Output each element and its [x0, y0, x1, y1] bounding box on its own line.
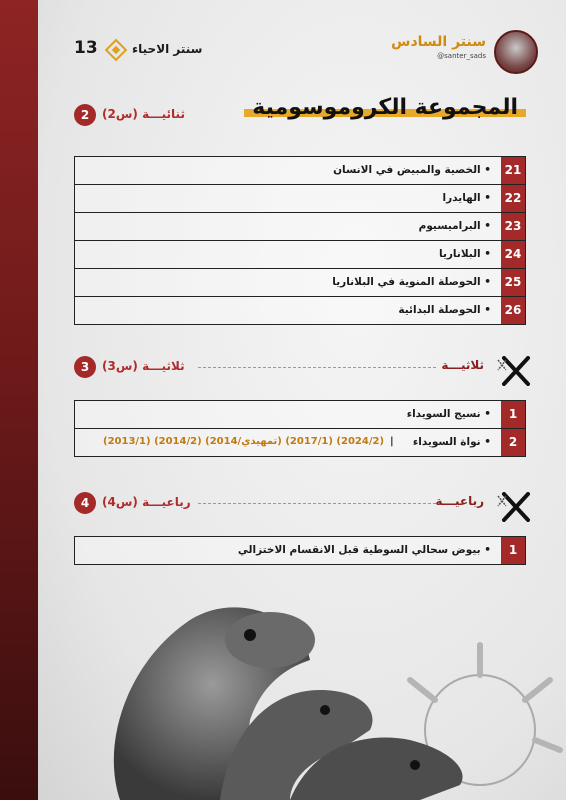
row-number: 2: [501, 429, 525, 456]
avatar-logo: [494, 30, 538, 74]
table-row: [75, 212, 525, 240]
table-row: [75, 157, 525, 184]
row-number: 1: [501, 401, 525, 428]
section-label: ثنائيـــة (س2): [102, 107, 185, 121]
row-text: • الحوصلة البدائية: [398, 304, 491, 316]
row-number: 22: [501, 185, 525, 212]
row-text: • نسيج السويداء: [406, 408, 491, 420]
row-text: • البلاناريا: [439, 248, 491, 260]
row-number: 24: [501, 241, 525, 268]
dashed-divider: [198, 367, 436, 368]
section-header-4: [74, 492, 536, 516]
row-text: • نواة السويداء: [412, 436, 491, 448]
section-number-badge: 3: [74, 356, 96, 378]
section-header-2: [74, 104, 536, 128]
row-text: • الهايدرا: [442, 192, 491, 204]
table-section-2: [74, 156, 526, 325]
table-row: [75, 428, 525, 456]
row-number: 23: [501, 213, 525, 240]
left-border-band: [0, 0, 38, 800]
row-text: • الحوصلة المنوية في البلاناريا: [332, 276, 491, 288]
section-number-badge: 2: [74, 104, 96, 126]
row-number: 21: [501, 157, 525, 184]
section-number-badge: 4: [74, 492, 96, 514]
row-number: 25: [501, 269, 525, 296]
dashed-divider: [198, 503, 436, 504]
chromosome-icon: [496, 356, 536, 386]
subject-label: سنتر الاحياء: [132, 42, 203, 56]
table-row: [75, 401, 525, 428]
section-header-3: [74, 356, 536, 380]
brand-handle: @santer_sads: [437, 52, 486, 60]
table-row: [75, 184, 525, 212]
section-title: ثلاثيـــة: [441, 358, 484, 372]
table-section-3: [74, 400, 526, 457]
meerkat-photo: [40, 580, 500, 800]
table-row: [75, 268, 525, 296]
section-title: رباعيـــة: [435, 494, 484, 508]
table-row: [75, 296, 525, 324]
row-text: • البراميسيوم: [418, 220, 491, 232]
row-text: • الخصية والمبيض في الانسان: [333, 164, 491, 176]
brand-name: سنتر السادس: [391, 34, 486, 50]
page-number: 13: [74, 38, 98, 58]
row-text: • بيوض سحالي السوطية قبل الانقسام الاختزالي: [237, 544, 491, 556]
row-number: 1: [501, 537, 525, 564]
exam-years: (2013/1) (2014/2) (2014/تمهيدي) (2017/1) (2024/2) |: [103, 436, 394, 447]
table-section-4: [74, 536, 526, 565]
page-title: المجموعة الكروموسومية: [244, 95, 526, 120]
row-number: 26: [501, 297, 525, 324]
chromosome-icon: [496, 492, 536, 522]
table-row: [75, 240, 525, 268]
section-label: ثلاثيـــة (س3): [102, 359, 185, 373]
section-label: رباعيـــة (س4): [102, 495, 191, 509]
table-row: [75, 537, 525, 564]
brand-block: [391, 34, 486, 60]
